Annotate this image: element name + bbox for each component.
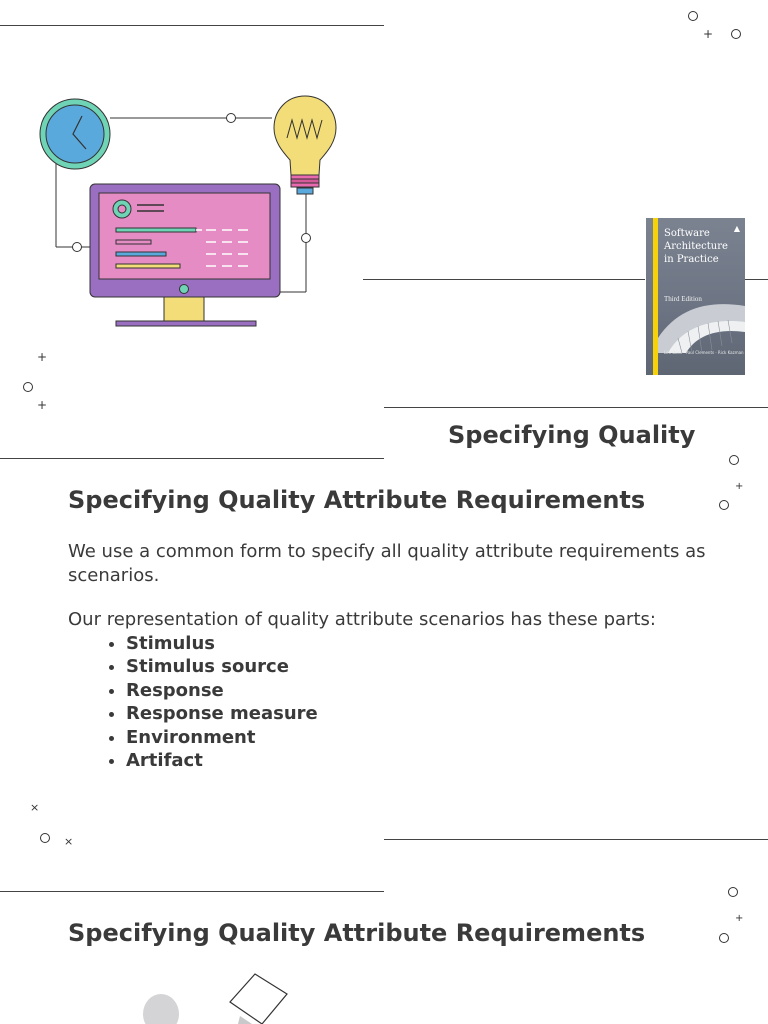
decor-plus: + — [735, 913, 744, 924]
book-cover-image — [646, 218, 745, 375]
list-item: • Stimulus source — [126, 655, 318, 678]
light-bulb-icon — [274, 96, 336, 194]
monitor-icon — [90, 184, 280, 326]
decor-circle — [23, 382, 33, 392]
intro-paragraph: We use a common form to specify all quality attribute requirements as scenarios. — [68, 541, 706, 586]
decor-plus: + — [703, 27, 714, 41]
decor-circle — [719, 500, 729, 510]
divider-line — [0, 458, 384, 459]
book-cover-photo — [658, 298, 745, 353]
slide-title: Specifying Quality Attribute Requirements — [68, 919, 646, 947]
book-authors: Len Bass · Paul Clements · Rick Kazman — [664, 350, 744, 355]
decor-plus: + — [735, 481, 744, 492]
decor-times: × — [30, 801, 40, 814]
list-item: • Response — [126, 679, 318, 702]
list-item: • Response measure — [126, 702, 318, 725]
list-item: • Stimulus — [126, 632, 318, 655]
scenario-parts-list — [94, 632, 318, 772]
decor-times: × — [64, 835, 74, 848]
slide-title: Specifying Quality Attribute Requirements — [68, 486, 646, 514]
divider-line — [745, 279, 768, 280]
decor-circle — [728, 887, 738, 897]
peek-title: Specifying Quality — [448, 421, 696, 449]
list-item: • Environment — [126, 726, 318, 749]
computer-illustration — [36, 94, 340, 330]
list-item: • Artifact — [126, 749, 318, 772]
divider-line — [0, 25, 384, 26]
divider-line — [384, 839, 768, 840]
divider-line — [0, 891, 384, 892]
book-edition: Third Edition — [664, 295, 702, 303]
decor-circle — [688, 11, 698, 21]
publisher-logo-icon: ▲ — [733, 224, 740, 233]
clock-icon — [40, 99, 110, 169]
next-slide-title-peek — [384, 407, 768, 449]
lead-paragraph: Our representation of quality attribute scenarios has these parts: — [68, 609, 656, 630]
decor-plus: + — [37, 398, 48, 412]
decor-circle — [719, 933, 729, 943]
decor-plus: + — [37, 350, 48, 364]
book-title-line: in Practice — [664, 254, 719, 265]
decor-circle — [731, 29, 741, 39]
book-title-line: Architecture — [664, 241, 728, 252]
partial-illustration — [140, 972, 300, 1024]
decor-circle — [40, 833, 50, 843]
divider-line — [363, 279, 645, 280]
book-title-line: Software — [664, 228, 710, 239]
decor-circle — [729, 455, 739, 465]
